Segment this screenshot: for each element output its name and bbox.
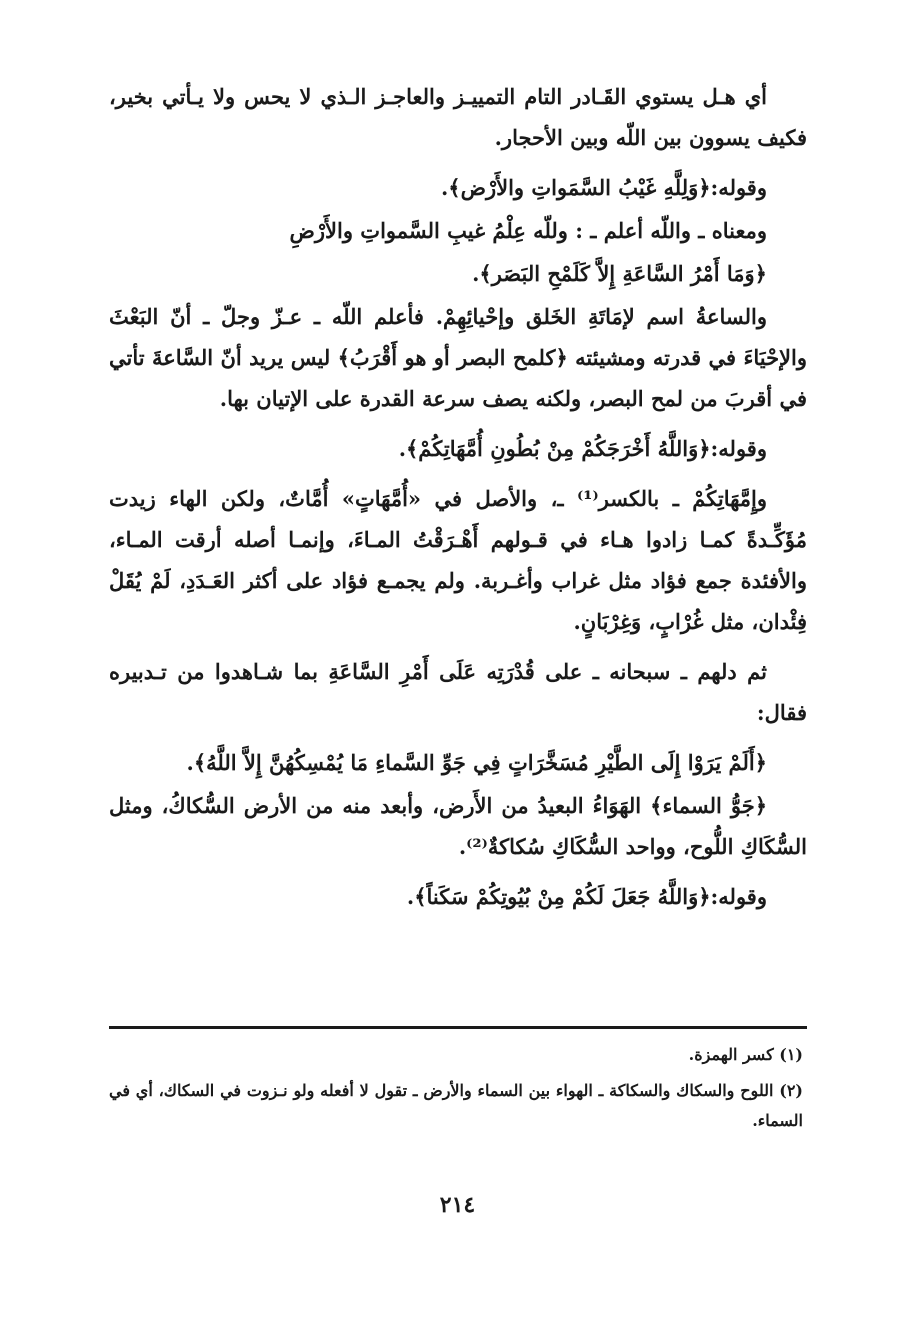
paragraph-8: ثم دلهم ـ سبحانه ـ على قُدْرَتِه عَلَى أَمْرِ السَّاعَةِ بما شـاهدوا من تـدبيره فقال: [109, 659, 807, 725]
footnote-2: (٢) اللوح والسكاك والسكاكة ـ الهواء بين السماء والأرض ـ تقول لا أفعله ولو نـزوت في السكاك، أي في السماء. [109, 1081, 803, 1130]
page-number: ٢١٤ [439, 1192, 476, 1218]
main-text [109, 76, 807, 926]
paragraph-5: والساعةُ اسم لإمَاتَةِ الخَلق وإحْيائِهِمْ. فأعلم اللّه ـ عـزّ وجلّ ـ أنّ البَعْثَ والإحْيَاءَ في قدرته ومشيئته ﴿كلمح البصر أو هو أَقْرَبُ﴾ ليس يريد أنّ السَّاعةَ تأتي في أقربَ من لمح البصر، ولكنه يصف سرعة القدرة على الإتيان بها. [109, 304, 807, 411]
paragraph-10: ﴿جَوُّ السماء﴾ الهَوَاءُ البعيدُ من الأَرض، وأبعد منه من الأرض السُّكاكُ، ومثل السُّكَاكِ اللُّوح، وواحد السُّكَاكِ سُكاكةٌ⁽²⁾. [109, 793, 807, 859]
paragraph-3: ومعناه ـ واللّه أعلم ـ : وللّه عِلْمُ غيبِ السَّمواتِ والأَرْضِ [289, 218, 767, 243]
footnote-divider [109, 1026, 807, 1029]
footnotes [109, 1040, 803, 1142]
paragraph-9: ﴿أَلَمْ يَرَوْا إِلَى الطَّيْرِ مُسَخَّرَاتٍ فِي جَوِّ السَّماءِ مَا يُمْسِكُهُنَّ إِلاَّ اللَّهُ﴾. [186, 750, 767, 775]
paragraph-11: وقوله:﴿وَاللَّهُ جَعَلَ لَكُمْ مِنْ بُيُوتِكُمْ سَكَناً﴾. [406, 884, 767, 909]
paragraph-1: أي هـل يستوي القَـادر التام التمييـز والعاجـز الـذي لا يحس ولا يـأتي بخير، فكيف يسوون بين اللّه وبين الأحجار. [109, 84, 807, 150]
paragraph-4: ﴿وَمَا أَمْرُ السَّاعَةِ إِلاَّ كَلَمْحِ البَصَر﴾. [472, 261, 767, 286]
paragraph-6: وقوله:﴿وَاللَّهُ أَخْرَجَكُمْ مِنْ بُطُونِ أُمَّهَاتِكُمْ﴾. [398, 436, 767, 461]
paragraph-7: وإِمَّهَاتِكُمْ ـ بالكسر⁽¹⁾ ـ، والأصل في «أُمَّهَاتٍ» أُمَّاتٌ، ولكن الهاء زيدت مُؤَكِّـدةً كمـا زادوا هـاء في قـولهم أَهْـرَقْتُ المـاءَ، وإنمـا أصله أرقت المـاء، والأفئدة جمع فؤاد مثل غراب وأغـربة. ولم يجمـع فؤاد على أكثر العَـدَدِ، لَمْ يُقَلْ فِئْدان، مثل غُرْابٍ، وَغِرْبَانٍ. [109, 486, 807, 634]
paragraph-2: وقوله:﴿وَلِلَّهِ غَيْبُ السَّمَواتِ والأَرْض﴾. [440, 175, 767, 200]
footnote-1: (١) كسر الهمزة. [688, 1045, 803, 1064]
